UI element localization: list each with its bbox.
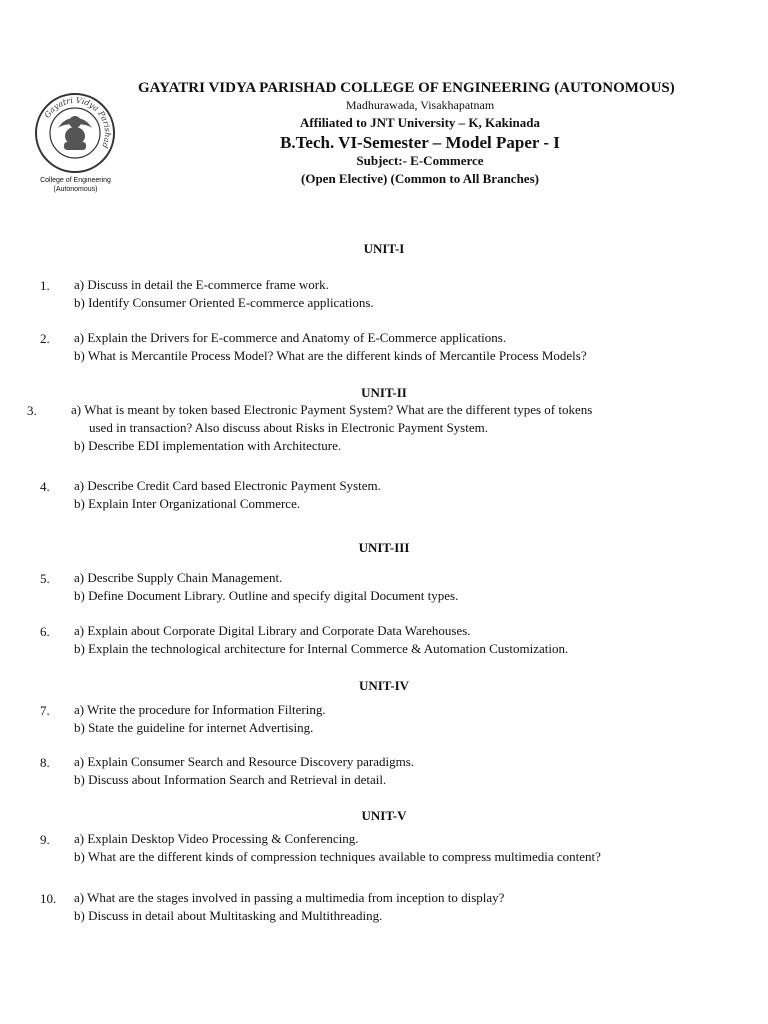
question-part-b: b) What are the different kinds of compression techniques available to compress multimedia content? xyxy=(74,849,601,864)
deity-figure-icon xyxy=(58,116,92,150)
question-number: 5. xyxy=(40,571,50,586)
unit-heading: UNIT-V xyxy=(361,808,407,823)
question-part-b: b) Discuss about Information Search and Retrieval in detail. xyxy=(74,772,387,787)
question-number: 10. xyxy=(40,891,57,906)
question-part-a: a) Describe Supply Chain Management. xyxy=(74,570,283,585)
paper-title: B.Tech. VI-Semester – Model Paper - I xyxy=(280,133,560,152)
question-number: 3. xyxy=(27,403,37,418)
question-part-a: a) Write the procedure for Information Filtering. xyxy=(74,702,326,717)
unit-heading: UNIT-III xyxy=(358,540,410,555)
unit-heading: UNIT-II xyxy=(361,385,407,400)
question-part-a-continued: used in transaction? Also discuss about Risks in Electronic Payment System. xyxy=(89,420,488,435)
question-number: 2. xyxy=(40,331,50,346)
question-number: 8. xyxy=(40,755,50,770)
question-part-a: a) Describe Credit Card based Electronic Payment System. xyxy=(74,478,381,493)
question-part-a: a) Explain the Drivers for E-commerce and Anatomy of E-Commerce applications. xyxy=(74,330,507,345)
college-location: Madhurawada, Visakhapatnam xyxy=(345,98,495,112)
question-part-a: a) Discuss in detail the E-commerce frame work. xyxy=(74,277,329,292)
unit-heading: UNIT-I xyxy=(363,241,405,256)
question-part-b: b) Describe EDI implementation with Architecture. xyxy=(74,438,342,453)
subject-line: Subject:- E-Commerce xyxy=(356,153,484,168)
question-part-a: a) Explain Desktop Video Processing & Conferencing. xyxy=(74,831,359,846)
elective-line: (Open Elective) (Common to All Branches) xyxy=(301,171,539,186)
question-number: 9. xyxy=(40,832,50,847)
question-part-a: a) What are the stages involved in passing a multimedia from inception to display? xyxy=(74,890,505,905)
question-number: 7. xyxy=(40,703,50,718)
question-number: 4. xyxy=(40,479,50,494)
question-number: 1. xyxy=(40,278,50,293)
question-part-b: b) What is Mercantile Process Model? What are the different kinds of Mercantile Process Models? xyxy=(74,348,587,363)
logo-caption-line1: College of Engineering xyxy=(40,177,111,184)
college-name: GAYATRI VIDYA PARISHAD COLLEGE OF ENGINEERING (AUTONOMOUS) xyxy=(138,80,675,96)
question-number: 6. xyxy=(40,624,50,639)
question-part-b: b) State the guideline for internet Advertising. xyxy=(74,720,314,735)
question-part-b: b) Identify Consumer Oriented E-commerce applications. xyxy=(74,295,374,310)
affiliation: Affiliated to JNT University – K, Kakinada xyxy=(300,115,540,130)
college-seal-logo xyxy=(34,92,116,174)
unit-heading: UNIT-IV xyxy=(358,678,410,693)
seal-ring-text: Gayatri Vidya Parishad xyxy=(42,95,113,150)
question-part-b: b) Explain the technological architecture for Internal Commerce & Automation Customization. xyxy=(74,641,569,656)
question-part-a: a) Explain about Corporate Digital Library and Corporate Data Warehouses. xyxy=(74,623,471,638)
question-part-b: b) Discuss in detail about Multitasking and Multithreading. xyxy=(74,908,383,923)
question-part-a: a) Explain Consumer Search and Resource Discovery paradigms. xyxy=(74,754,415,769)
logo-caption-line2: (Autonomous) xyxy=(53,186,98,193)
question-part-b: b) Explain Inter Organizational Commerce. xyxy=(74,496,301,511)
question-part-a: a) What is meant by token based Electronic Payment System? What are the different types of tokens xyxy=(71,402,593,417)
question-part-b: b) Define Document Library. Outline and specify digital Document types. xyxy=(74,588,459,603)
